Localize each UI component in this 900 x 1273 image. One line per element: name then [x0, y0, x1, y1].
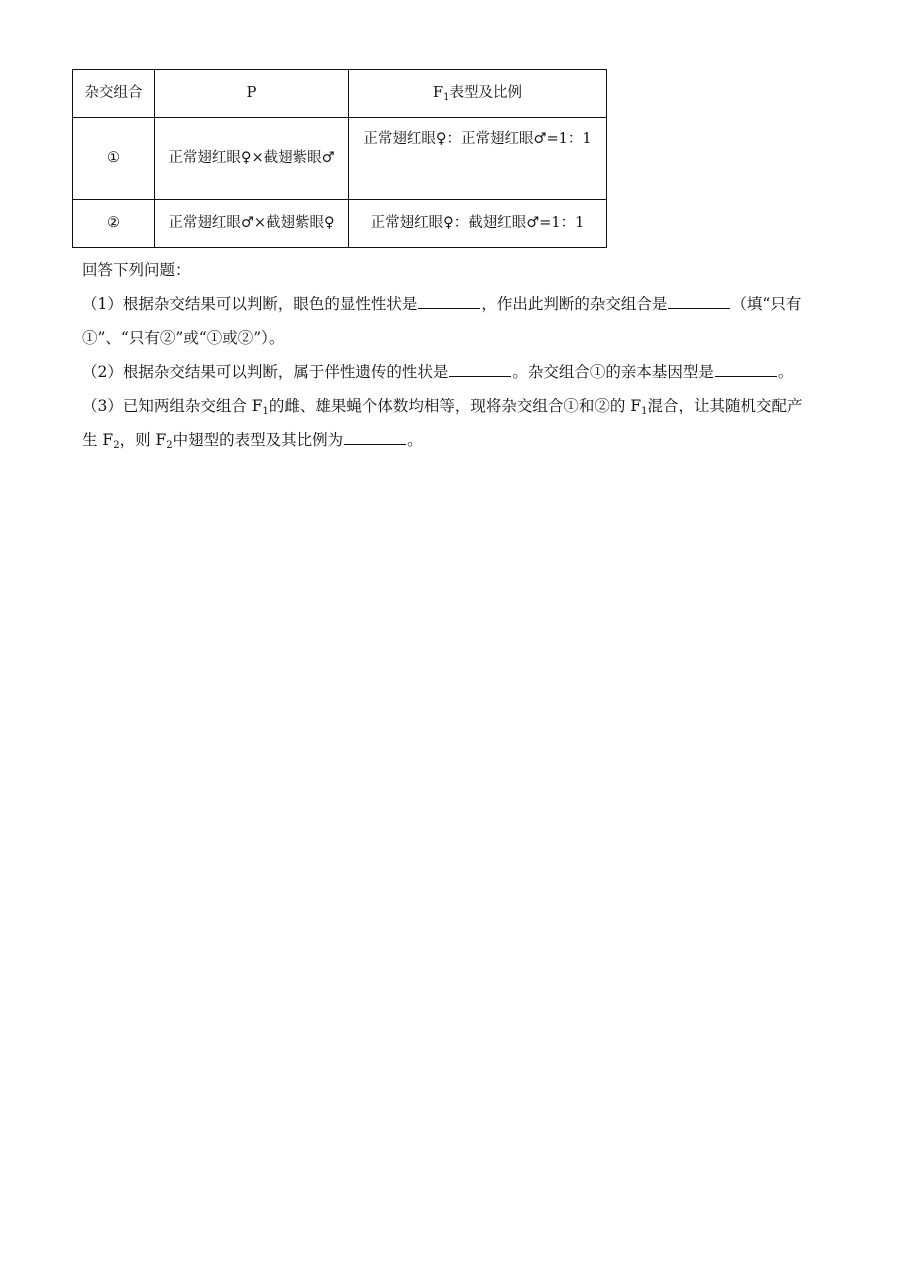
question-2-text-a: （2）根据杂交结果可以判断，属于伴性遗传的性状是 [82, 363, 449, 381]
question-3 [82, 389, 820, 423]
question-1-text-b: ，作出此判断的杂交组合是 [481, 295, 668, 313]
question-3-text-c: 混合，让其随机交配产 [647, 397, 803, 415]
answer-blank-parent-genotype[interactable] [715, 362, 777, 377]
row-id: ① [73, 118, 155, 200]
row-f1-result: 正常翅红眼♀：截翅红眼♂=1：1 [349, 200, 607, 248]
question-3-text-g: 。 [407, 431, 423, 449]
questions-block [82, 253, 820, 457]
cross-table [72, 69, 607, 248]
header-f1-sub: 1 [443, 92, 450, 104]
question-1 [82, 287, 820, 321]
header-f1-phenotype [349, 70, 607, 118]
question-3-text-b: 的雌、雄果蝇个体数均相等，现将杂交组合①和②的 F [268, 397, 642, 415]
row-id: ② [73, 200, 155, 248]
question-3-text-d: 生 F [82, 431, 114, 449]
question-2-text-b: 。杂交组合①的亲本基因型是 [512, 363, 714, 381]
question-1-text-c: （填“只有 [731, 295, 802, 313]
question-2-text-c: 。 [777, 363, 794, 381]
question-3-continued [82, 423, 820, 457]
header-f1-rest: 表型及比例 [449, 85, 522, 102]
question-1-text-a: （1）根据杂交结果可以判断，眼色的显性性状是 [82, 295, 418, 313]
question-3-text-a: （3）已知两组杂交组合 F [82, 397, 263, 415]
table-row [73, 118, 607, 200]
question-3-sub-2: 1 [641, 406, 648, 417]
question-3-text-f: 中翅型的表型及其比例为 [172, 431, 344, 449]
table-row [73, 200, 607, 248]
header-cross-combination: 杂交组合 [73, 70, 155, 118]
row-f1-result: 正常翅红眼♀：正常翅红眼♂=1：1 [349, 118, 607, 200]
question-1-continued: ①”、“只有②”或“①或②”）。 [82, 329, 285, 347]
row-parents: 正常翅红眼♂×截翅紫眼♀ [155, 200, 349, 248]
questions-intro: 回答下列问题： [82, 261, 191, 279]
table-header-row [73, 70, 607, 118]
question-3-sub-4: 2 [166, 440, 173, 451]
header-parents: P [155, 70, 349, 118]
answer-blank-sex-linked-trait[interactable] [449, 362, 511, 377]
answer-blank-dominant-trait[interactable] [418, 294, 480, 309]
header-f1-label: F [433, 85, 444, 102]
answer-blank-wing-phenotype-ratio[interactable] [344, 430, 406, 445]
question-3-text-e: ，则 F [119, 431, 167, 449]
question-3-sub-1: 1 [262, 406, 269, 417]
question-2 [82, 355, 820, 389]
question-3-sub-3: 2 [113, 440, 120, 451]
answer-blank-cross-combination[interactable] [668, 294, 730, 309]
row-parents: 正常翅红眼♀×截翅紫眼♂ [155, 118, 349, 200]
